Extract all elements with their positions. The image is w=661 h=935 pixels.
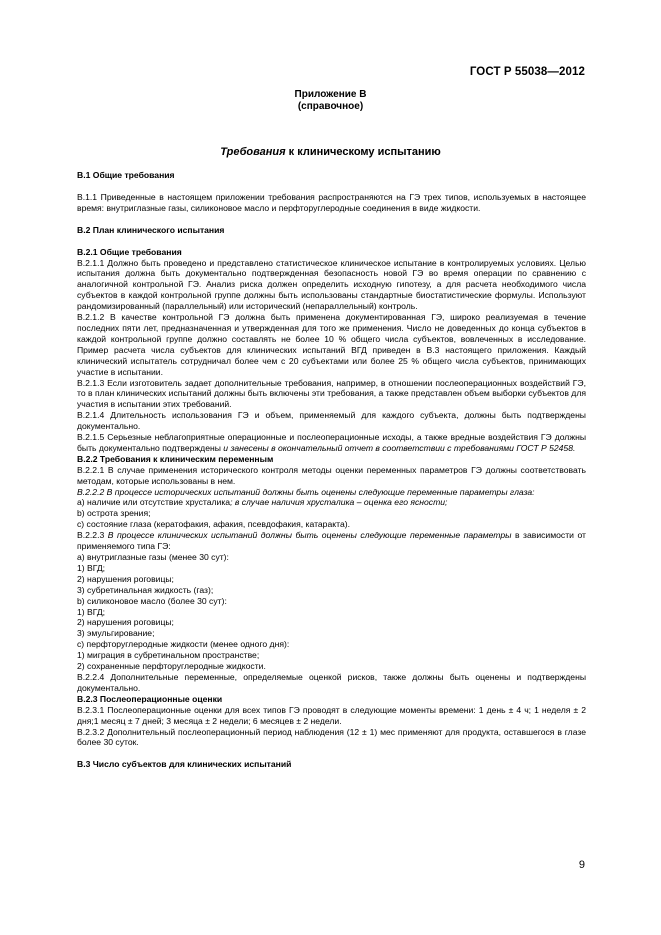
document-body <box>77 170 586 770</box>
list-item: 2) нарушения роговицы; <box>77 573 174 584</box>
paragraph: В.2.2.3 В процессе клинических испытаний должны быть оценены следующие переменные параметры в зависимости от применяемого типа ГЭ: <box>77 530 586 552</box>
section-heading: В.3 Число субъектов для клинических испытаний <box>77 759 292 770</box>
list-item: 2) нарушения роговицы; <box>77 617 174 628</box>
appendix-heading <box>0 89 661 113</box>
paragraph: В.2.1.1 Должно быть проведено и представлено статистическое клиническое испытание в контролируемых условиях. Целью испытания должна быть документально подтвержденная безопасность новой ГЭ во время операции по сравнению с аналогичной контрольной ГЭ. Анализ риска должен определить исходную гипотезу, а для расчета необходимого числа субъектов в каждой контрольной группе должны быть использованы стандартные биостатистические формулы. Используют рандомизированный (параллельный) или исторический (непараллельный) контроль. <box>77 257 586 312</box>
subsection-heading: В.2.2 Требования к клиническим переменным <box>77 453 274 464</box>
paragraph: В.1.1 Приведенные в настоящем приложении требования распространяются на ГЭ трех типов, используемых в настоящее время: внутриглазные газы, силиконовое масло и перфторуглеродные соединения в виде жидкости. <box>77 191 586 213</box>
list-item: а) наличие или отсутствие хрусталика; в случае наличия хрусталика – оценка его ясности; <box>77 497 448 508</box>
list-item: а) внутриглазные газы (менее 30 сут): <box>77 552 229 562</box>
paragraph-italic: и занесены в окончательный отчет в соответствии с требованиями ГОСТ Р 52458. <box>223 442 576 453</box>
paragraph-text: В.2.1.5 Серьезные неблагоприятные операционные и послеоперационные исходы, а также вредные воздействия ГЭ должны быть документально подтверждены <box>77 432 586 453</box>
paragraph: В.2.3.1 Послеоперационные оценки для всех типов ГЭ проводят в следующие моменты времени: 1 день ± 4 ч; 1 неделя ± 2 дня;1 месяц ± 7 дней; 3 месяца ± 2 недели; 6 месяцев ± 2 недели. <box>77 704 586 726</box>
list-item: 3) субретинальная жидкость (газ); <box>77 584 214 595</box>
standard-number: ГОСТ Р 55038—2012 <box>469 66 585 78</box>
paragraph: В.2.1.2 В качестве контрольной ГЭ должна быть применена документированная ГЭ, широко реализуемая в течение последних пяти лет, предназначенная и утвержденная для того же применения. Число не доведенных до конца субъектов в каждой контрольной группе должно составлять не более 10 % общего числа субъектов, вовлеченных в исследование. Пример расчета числа субъектов для клинических испытаний ВГД приведен в В.3 настоящего приложения. Каждый клинический испытатель сотрудничал более чем с 20 субъектами или более 25 % общего числа субъектов, принимающих участие в испытании. <box>77 312 586 377</box>
paragraph: В.2.2.1 В случае применения исторического контроля методы оценки переменных параметров ГЭ должны соответствовать методам, которые использованы в нем. <box>77 464 586 486</box>
list-item: 1) миграция в субретинальном пространстве; <box>77 650 260 661</box>
list-item: с) перфторуглеродные жидкости (менее одного дня): <box>77 639 290 650</box>
list-item: 2) сохраненные перфторуглеродные жидкости. <box>77 661 266 672</box>
paragraph: В.2.1.4 Длительность использования ГЭ и объем, применяемый для каждого субъекта, должны быть подтверждены документально. <box>77 410 586 432</box>
paragraph <box>77 487 586 498</box>
document-title-rest: к клиническому испытанию <box>285 146 441 158</box>
subsection-heading: В.2.1 Общие требования <box>77 246 182 257</box>
paragraph: В.2.2.4 Дополнительные переменные, определяемые оценкой рисков, также должны быть оценены и подтверждены документально. <box>77 671 586 693</box>
page-number: 9 <box>578 859 585 871</box>
list-item: 3) эмульгирование; <box>77 628 155 639</box>
paragraph: В.2.1.3 Если изготовитель задает дополнительные требования, например, в отношении послеоперационных воздействий ГЭ, то в план клинических испытаний должны быть включены эти требования, а также представлен объем выборки субъектов для участия в испытании этих требований. <box>77 377 586 410</box>
paragraph-italic: В.2.2.2 В процессе исторических испытаний должны быть оценены следующие переменные параметры глаза: <box>77 486 535 497</box>
list-item: с) состояние глаза (кератофакия, афакия, псевдофакия, катаракта). <box>77 519 350 530</box>
appendix-note: (справочное) <box>297 101 364 112</box>
appendix-title: Приложение В <box>294 89 367 100</box>
paragraph: В.2.3.2 Дополнительный послеоперационный период наблюдения (12 ± 1) мес применяют для продукта, оставшегося в глазе более 30 суток. <box>77 726 586 748</box>
section-heading: В.2 План клинического испытания <box>77 224 225 235</box>
paragraph <box>77 432 586 454</box>
list-item: b) острота зрения; <box>77 508 151 519</box>
document-title <box>0 146 661 158</box>
list-item: b) силиконовое масло (более 30 сут): <box>77 595 227 606</box>
section-heading: В.1 Общие требования <box>77 170 175 180</box>
subsection-heading: В.2.3 Послеоперационные оценки <box>77 693 223 704</box>
list-item: 1) ВГД; <box>77 606 106 617</box>
list-item: 1) ВГД; <box>77 562 106 573</box>
document-title-italic: Требования <box>220 146 286 158</box>
